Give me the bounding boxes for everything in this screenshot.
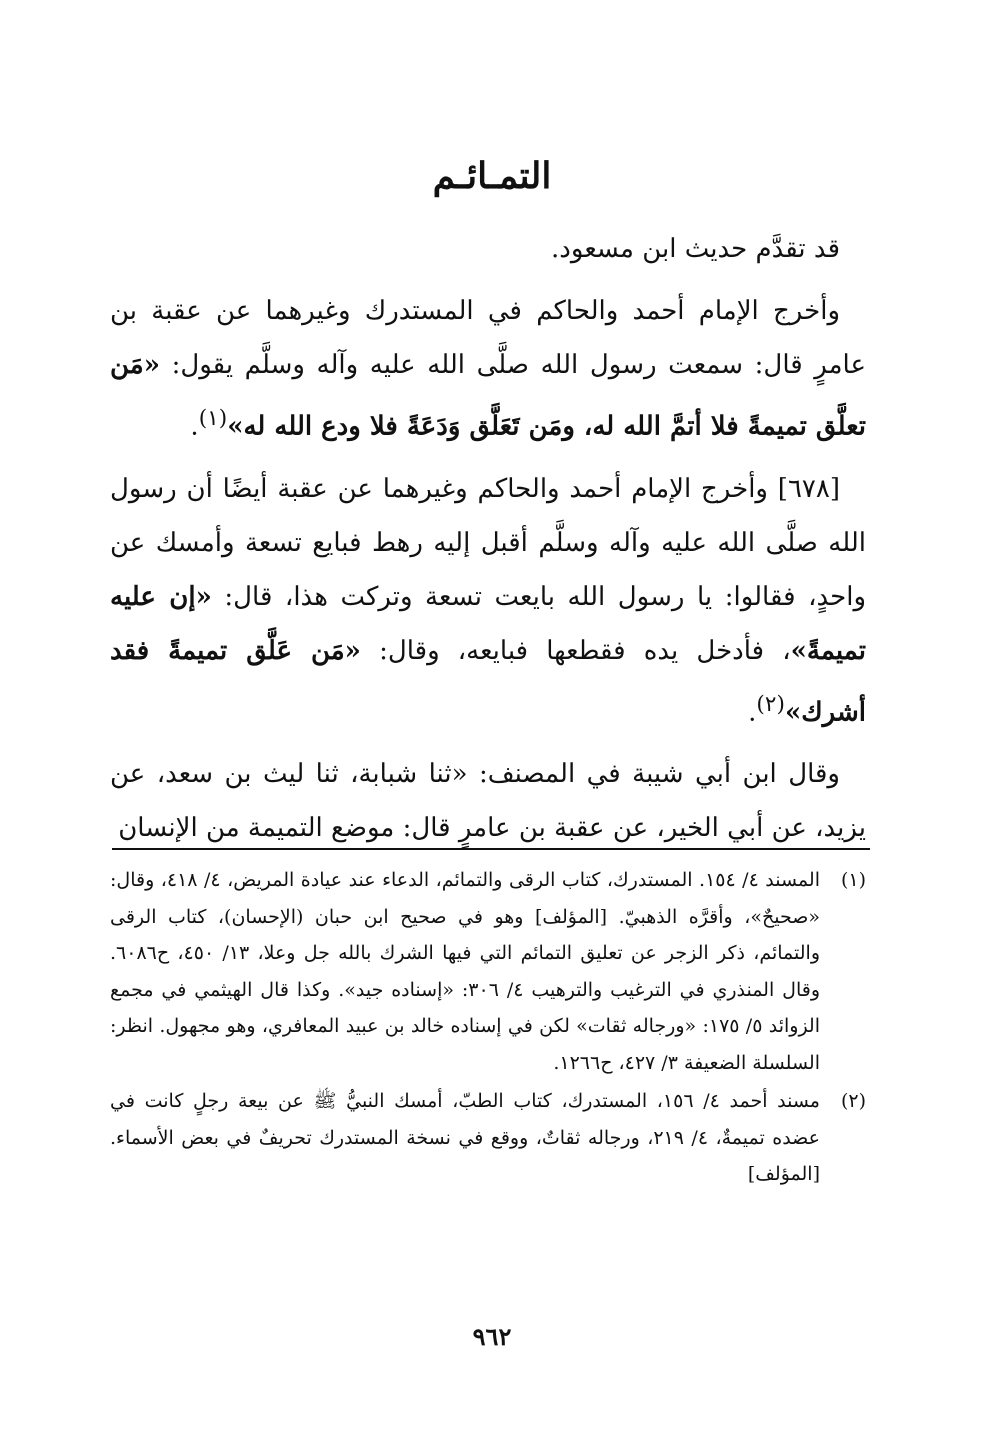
footnote-1 (110, 862, 866, 1081)
footnote-number: (٢) (840, 1090, 866, 1112)
footnote-ref-1[interactable]: (١) (198, 406, 228, 431)
paragraph-3-text-1: [٦٧٨] وأخرج الإمام أحمد والحاكم وغيرهما عن عقبة أيضًا أن رسول الله صلَّى الله عليه وآله وسلَّم أقبل إليه رهط فبايع تسعة وأمسك عن واحدٍ، فقالوا: يا رسول الله بايعت تسعة وتركت هذا، قال: (110, 473, 867, 612)
main-text (110, 222, 866, 863)
footnote-divider (112, 848, 870, 850)
footnote-2 (110, 1083, 866, 1193)
footnote-number: (١) (840, 869, 866, 891)
paragraph-1: قد تقدَّم حديث ابن مسعود. (551, 234, 840, 264)
section-title: التمـائـم (432, 155, 552, 197)
paragraph-2-end: . (190, 411, 199, 442)
footnote-ref-2[interactable]: (٢) (756, 691, 785, 717)
paragraph-2-text: وأخرج الإمام أحمد والحاكم في المستدرك وغيرهما عن عقبة بن عامرٍ قال: سمعت رسول الله صلَّى الله عليه وآله وسلَّم يقول: (110, 296, 866, 380)
hadith-quote: «إن عليه تميمةً» (110, 581, 866, 666)
page-number: ٩٦٢ (472, 1322, 512, 1351)
footnote-text: المسند ٤/ ١٥٤. المستدرك، كتاب الرقى والتمائم، الدعاء عند عيادة المريض، ٤/ ٤١٨، وقال: «صحيحٌ»، وأقرَّه الذهبيّ. [المؤلف] وهو في صحيح ابن حبان (الإحسان)، كتاب الرقى والتمائم، ذكر الزجر عن تعليق التمائم التي فيها الشرك بالله جل وعلا، ١٣/ ٤٥٠، ح٦٠٨٦. وقال المنذري في الترغيب والترهيب ٤/ ٣٠٦: «إسناده جيد». وكذا قال الهيثمي في مجمع الزوائد ٥/ ١٧٥: «ورجاله ثقات» لكن في إسناده خالد بن عبيد المعافري، وهو مجهول. انظر: السلسلة الضعيفة ٣/ ٤٢٧، ح١٢٦٦. (110, 869, 821, 1074)
paragraph-3-text-2: ، فأدخل يده فقطعها فبايعه، وقال: (360, 635, 791, 666)
hadith-quote: «مَن تعلَّق تميمةً فلا أتمَّ الله له، ومَن تَعَلَّق وَدَعَةً فلا ودع الله له» (110, 350, 866, 442)
paragraph-4: وقال ابن أبي شيبة في المصنف: «ثنا شبابة، ثنا ليث بن سعد، عن يزيد، عن أبي الخير، عن عقبة بن عامرٍ قال: موضع التميمة من الإنسان (110, 759, 866, 844)
hadith-quote: «مَن عَلَّق تميمةً فقد أشرك» (110, 635, 866, 728)
paragraph-2 (110, 284, 866, 454)
footnote-text: مسند أحمد ٤/ ١٥٦، المستدرك، كتاب الطبّ، أمسك النبيُّ ﷺ عن بيعة رجلٍ كانت في عضده تميمةٌ، ٤/ ٢١٩، ورجاله ثقاتٌ، ووقع في نسخة المستدرك تحريفٌ في بعض الأسماء. [المؤلف] (110, 1090, 820, 1185)
paragraph-3-end: . (748, 697, 757, 728)
paragraph-3 (110, 462, 866, 740)
footnotes (110, 862, 866, 1195)
